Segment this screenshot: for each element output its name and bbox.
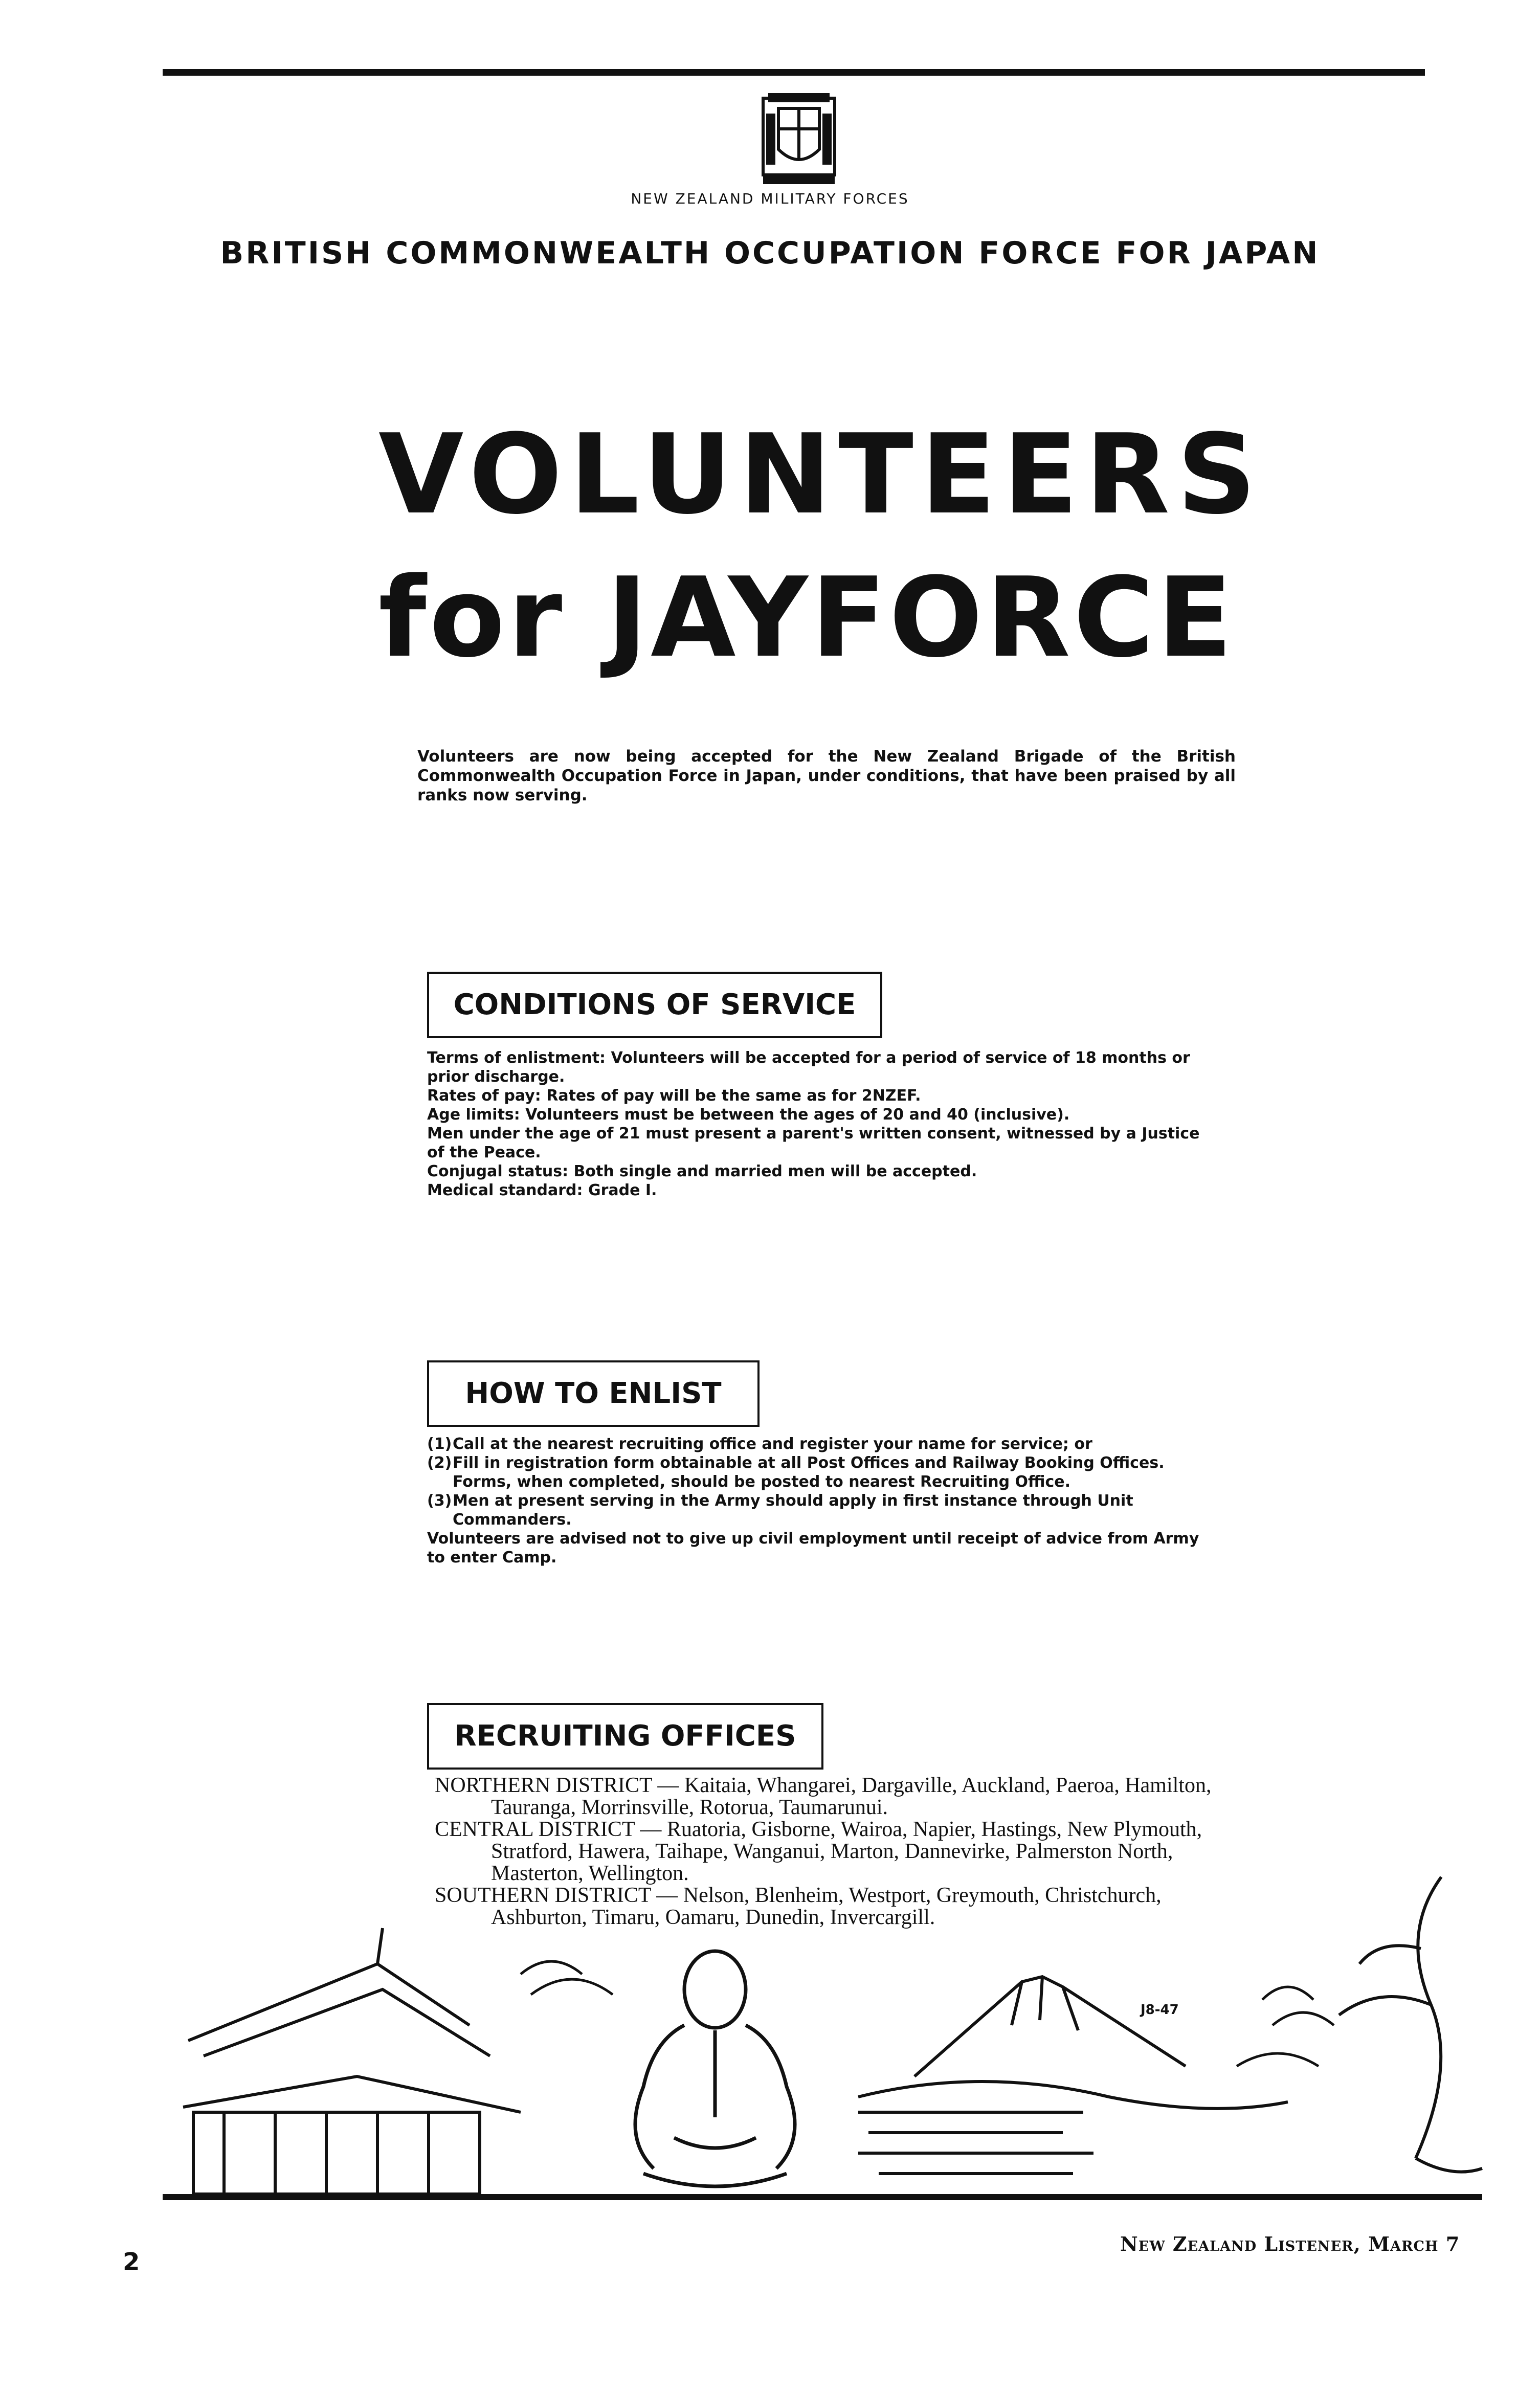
office-district-entry: SOUTHERN DISTRICT — Nelson, Blenheim, Westport, Greymouth, Christchurch, Ashburton, Timaru, Oamaru, Dunedin, Invercargill. [435,1884,1162,1929]
enlist-item-number: (1) [427,1435,452,1453]
offices-heading: RECRUITING OFFICES [454,1719,796,1753]
enlist-item [427,1453,1215,1491]
enlist-note: Volunteers are advised not to give up civil employment until receipt of advice from Army to enter Camp. [427,1530,1199,1567]
japanese-landscape-illustration [163,1872,1492,2204]
condition-line: Terms of enlistment: Volunteers will be accepted for a period of service of 18 months or prior discharge. [427,1049,1190,1086]
condition-line: Medical standard: Grade I. [427,1181,657,1199]
condition-line: Conjugal status: Both single and married men will be accepted. [427,1162,977,1180]
enlist-item [427,1491,1215,1529]
page-number: 2 [123,2248,140,2276]
footer-publication-line: New Zealand Listener, March 7 [1120,2232,1460,2255]
enlist-list [427,1435,1215,1567]
condition-line: Rates of pay: Rates of pay will be the same as for 2NZEF. [427,1087,921,1105]
main-title-line-1: VOLUNTEERS [378,410,1264,539]
main-title-line-2: for JAYFORCE [378,553,1236,682]
office-district-entry: CENTRAL DISTRICT — Ruatoria, Gisborne, Wairoa, Napier, Hastings, New Plymouth, Stratford, Hawera, Taihape, Wanganui, Marton, Dannevirke, Palmerston North, Masterton, Wellington. [435,1818,1202,1885]
enlist-item-number: (2) [427,1454,452,1472]
intro-paragraph: Volunteers are now being accepted for the New Zealand Brigade of the British Commonwealth Occupation Force in Japan, under conditions, that have been praised by all ranks now serving. [417,747,1236,804]
top-rule [163,69,1425,76]
enlist-item [427,1435,1215,1453]
conditions-heading-box [427,972,882,1038]
enlist-item-text: Fill in registration form obtainable at all Post Offices and Railway Booking Offices. Forms, when completed, should be posted to nearest Recruiting Office. [453,1454,1165,1491]
conditions-list [427,1048,1215,1200]
condition-line: Age limits: Volunteers must be between the ages of 20 and 40 (inclusive). [427,1106,1070,1124]
office-district-entry: NORTHERN DISTRICT — Kaitaia, Whangarei, Dargaville, Auckland, Paeroa, Hamilton, Tauranga, Morrinsville, Rotorua, Taumarunui. [435,1774,1212,1819]
art-code-label: J8-47 [1141,2002,1179,2018]
enlist-item-text: Call at the nearest recruiting office and register your name for service; or [453,1435,1092,1453]
offices-heading-box [427,1703,823,1770]
enlist-heading-box [427,1360,760,1427]
enlist-heading: HOW TO ENLIST [465,1377,722,1410]
force-title: BRITISH COMMONWEALTH OCCUPATION FORCE FOR JAPAN [220,235,1320,271]
enlist-item-text: Men at present serving in the Army should apply in first instance through Unit Commanders. [453,1492,1133,1529]
enlist-item-number: (3) [427,1492,452,1510]
org-label: NEW ZEALAND MILITARY FORCES [631,190,909,207]
conditions-heading: CONDITIONS OF SERVICE [453,988,856,1021]
condition-line: Men under the age of 21 must present a parent's written consent, witnessed by a Justice of the Peace. [427,1125,1200,1161]
coat-of-arms-icon [748,88,850,190]
